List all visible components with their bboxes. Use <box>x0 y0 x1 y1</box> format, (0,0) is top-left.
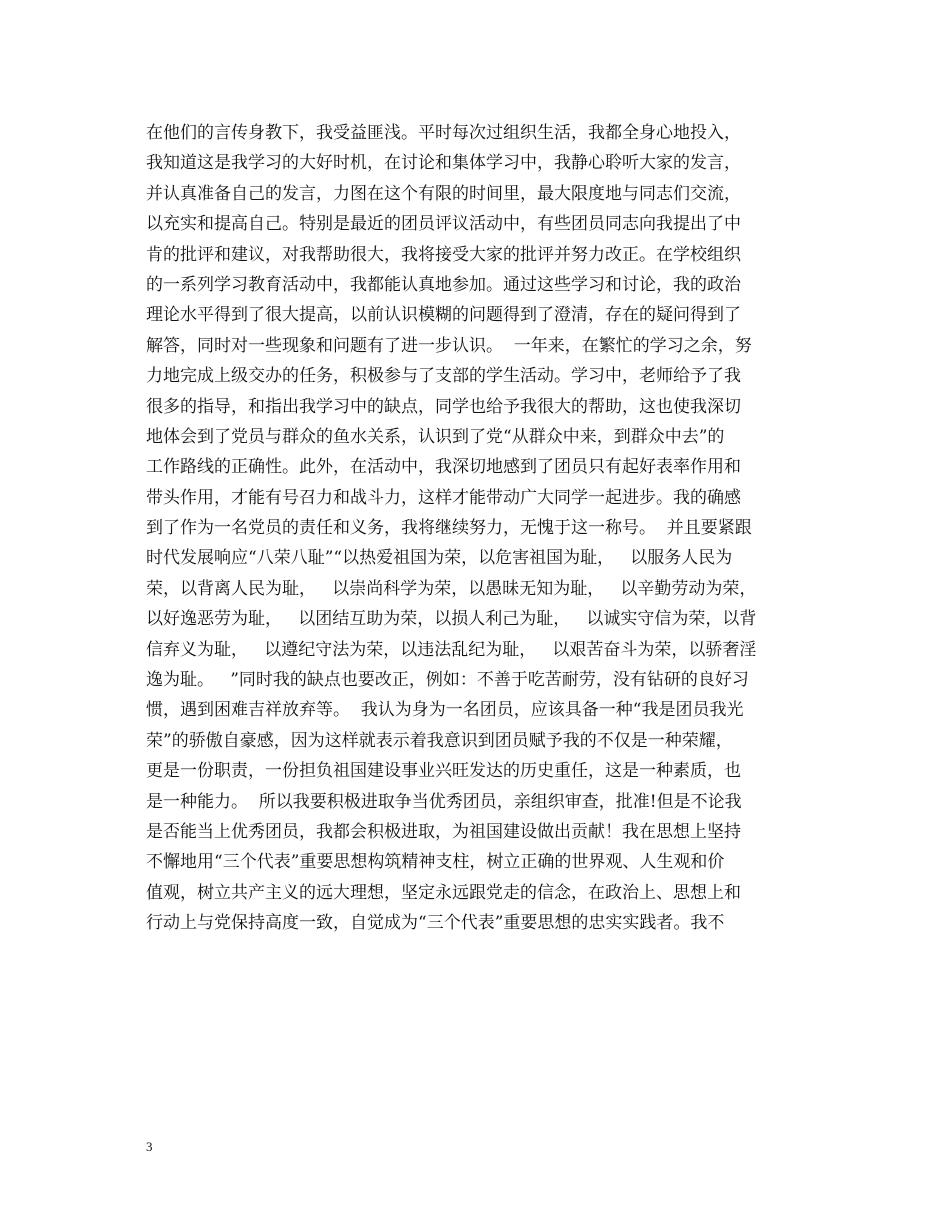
text-line: 时代发展响应“八荣八耻”“以热爱祖国为荣，以危害祖国为耻， 以服务人民为 <box>146 548 733 569</box>
text-line: 值观，树立共产主义的远大理想，坚定永远跟党走的信念，在政治上、思想上和 <box>146 882 741 903</box>
text-line: 带头作用，才能有号召力和战斗力，这样才能带动广大同学一起进步。我的确感 <box>146 487 741 508</box>
text-line: 我知道这是我学习的大好时机，在讨论和集体学习中，我静心聆听大家的发言， <box>146 153 741 174</box>
text-line: 逸为耻。 ”同时我的缺点也要改正，例如：不善于吃苦耐劳，没有钻研的良好习 <box>146 670 749 691</box>
text-line: 到了作为一名党员的责任和义务，我将继续努力，无愧于这一称号。 并且要紧跟 <box>146 518 752 539</box>
text-line: 信弃义为耻， 以遵纪守法为荣，以违法乱纪为耻， 以艰苦奋斗为荣，以骄奢淫 <box>146 639 757 660</box>
text-line: 肯的批评和建议，对我帮助很大，我将接受大家的批评并努力改正。在学校组织 <box>146 244 741 265</box>
text-line: 更是一份职责，一份担负祖国建设事业兴旺发达的历史重任，这是一种素质，也 <box>146 761 741 782</box>
text-line: 解答，同时对一些现象和问题有了进一步认识。 一年来，在繁忙的学习之余，努 <box>146 335 752 356</box>
body-text <box>146 118 806 939</box>
text-line: 荣，以背离人民为耻， 以崇尚科学为荣，以愚昧无知为耻， 以辛勤劳动为荣， <box>146 578 757 599</box>
text-line: 荣”的骄傲自豪感，因为这样就表示着我意识到团员赋予我的不仅是一种荣耀， <box>146 730 733 751</box>
text-line: 惯，遇到困难吉祥放弃等。 我认为身为一名团员，应该具备一种“我是团员我光 <box>146 700 744 721</box>
text-line: 工作路线的正确性。此外，在活动中，我深切地感到了团员只有起好表率作用和 <box>146 457 741 478</box>
text-line: 很多的指导，和指出我学习中的缺点，同学也给予我很大的帮助，这也使我深切 <box>146 396 741 417</box>
text-line: 不懈地用“三个代表”重要思想构筑精神支柱，树立正确的世界观、人生观和价 <box>146 852 725 873</box>
text-line: 力地完成上级交办的任务，积极参与了支部的学生活动。学习中，老师给予了我 <box>146 366 741 387</box>
text-line: 地体会到了党员与群众的鱼水关系，认识到了党“从群众中来，到群众中去”的 <box>146 426 725 447</box>
text-line: 理论水平得到了很大提高，以前认识模糊的问题得到了澄清，存在的疑问得到了 <box>146 305 741 326</box>
text-line: 行动上与党保持高度一致，自觉成为“三个代表”重要思想的忠实实践者。我不 <box>146 913 725 934</box>
text-line: 以充实和提高自己。特别是最近的团员评议活动中，有些团员同志向我提出了中 <box>146 214 741 235</box>
text-line: 的一系列学习教育活动中，我都能认真地参加。通过这些学习和讨论，我的政治 <box>146 274 741 295</box>
text-line: 并认真准备自己的发言，力图在这个有限的时间里，最大限度地与同志们交流， <box>146 183 741 204</box>
page-number: 3 <box>146 1139 153 1154</box>
text-line: 是否能当上优秀团员，我都会积极进取，为祖国建设做出贡献！我在思想上坚持 <box>146 821 741 842</box>
text-line: 在他们的言传身教下，我受益匪浅。平时每次过组织生活，我都全身心地投入， <box>146 123 741 143</box>
text-line: 是一种能力。 所以我要积极进取争当优秀团员，亲组织审查，批准!但是不论我 <box>146 791 742 812</box>
text-line: 以好逸恶劳为耻， 以团结互助为荣，以损人利己为耻， 以诚实守信为荣，以背 <box>146 609 757 630</box>
